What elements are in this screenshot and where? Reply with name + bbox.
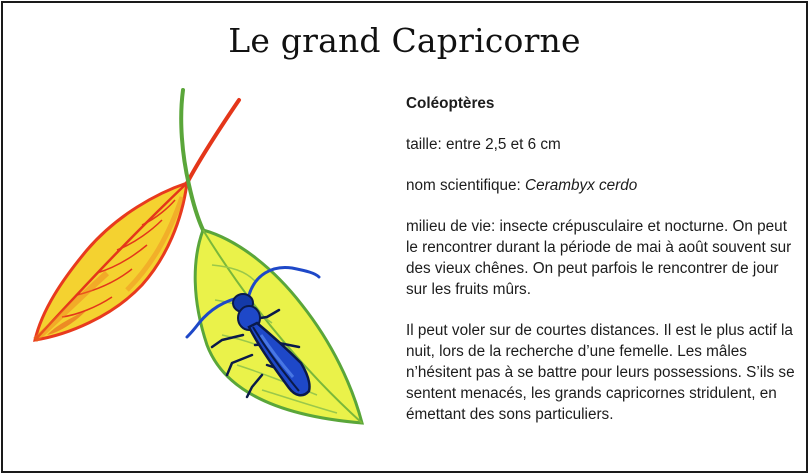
habitat-label: milieu de vie: <box>406 218 496 235</box>
size-value: entre 2,5 et 6 cm <box>445 136 561 153</box>
size-row <box>406 134 798 155</box>
red-stem <box>187 100 239 183</box>
habitat-paragraph <box>406 216 798 300</box>
habitat-text: insecte crépusculaire et nocturne. On peut le rencontrer durant la période de mai à août souvent sur des vieux chênes. On peut parfois le rencontrer de jour sur les fruits mûrs. <box>406 218 792 298</box>
green-leaf <box>195 230 362 423</box>
scientific-name-value: Cerambyx cerdo <box>525 177 638 194</box>
scientific-name-label: nom scientifique: <box>406 177 521 194</box>
scientific-name-row <box>406 175 798 196</box>
red-leaf <box>35 183 187 340</box>
page-title: Le grand Capricorne <box>228 21 581 60</box>
order-heading: Coléoptères <box>406 95 495 112</box>
info-card <box>1 1 808 473</box>
description-panel <box>406 93 798 445</box>
size-label: taille: <box>406 136 442 153</box>
behavior-paragraph: Il peut voler sur de courtes distances. Il est le plus actif la nuit, lors de la recherche d’une femelle. Les mâles n’hésitent pas à se battre pour leurs possessions. S’ils se sentent menacés, les grands capricornes stridulent, en émettant des sons particuliers. <box>406 322 795 423</box>
beetle-on-leaves-illustration <box>17 85 387 445</box>
